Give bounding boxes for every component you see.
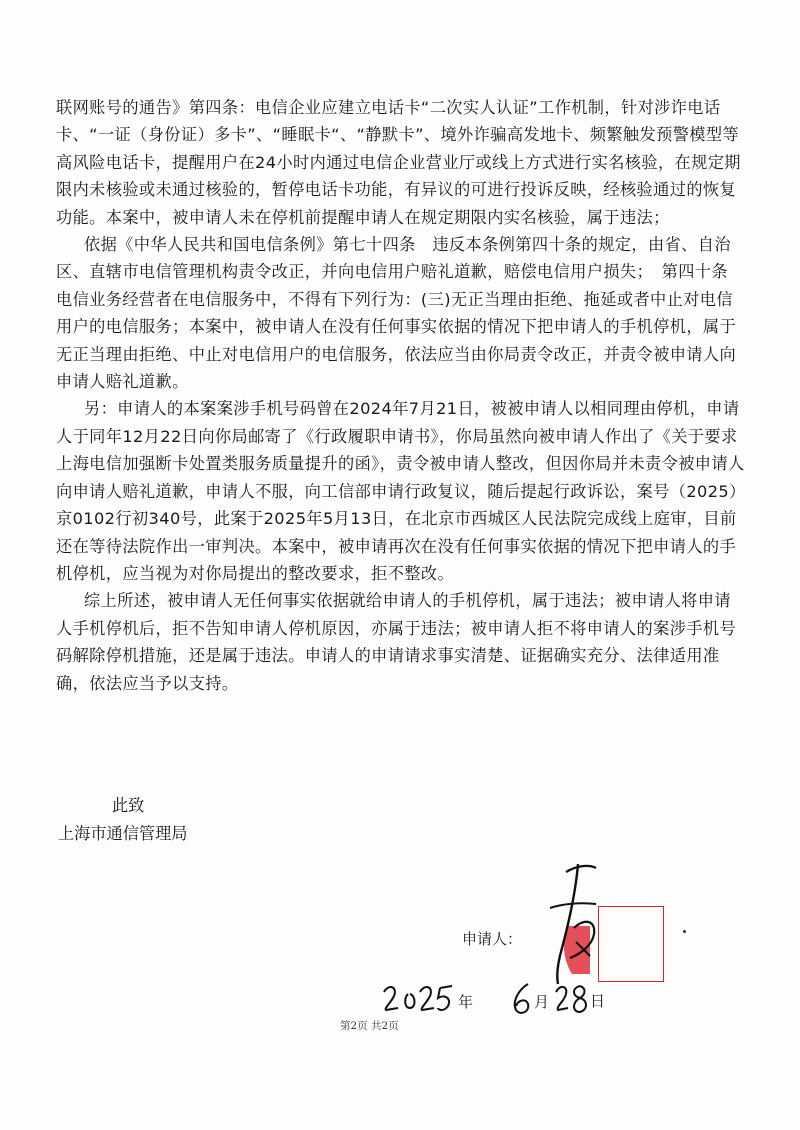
recipient-name: 上海市通信管理局: [58, 824, 188, 843]
redaction-box: [598, 906, 664, 982]
document-body: [56, 94, 746, 697]
date-year-label: 年: [458, 993, 474, 1011]
page-number: 第2页 共2页: [340, 1020, 399, 1032]
handwritten-year: [380, 980, 460, 1016]
handwritten-day: [552, 980, 592, 1018]
paragraph-2: 依据《中华人民共和国电信条例》第七十四条 违反本条例第四十条的规定，由省、自治区、直辖市电信管理机构责令改正，并向电信用户赔礼道歉，赔偿电信用户损失； 第四十条 电信业务经营者在电信服务中，不得有下列行为：(三)无正当理由拒绝、拖延或者中止对电信用户的电信服务；本案中，被申请人在没有任何事实依据的情况下把申请人的手机停机，属于无正当理由拒绝、中止对电信用户的电信服务，依法应当由你局责令改正，并责令被申请人向申请人赔礼道歉。: [56, 235, 745, 392]
paragraph-3: 另：申请人的本案案涉手机号码曾在2024年7月21日，被被申请人以相同理由停机，申请人于同年12月22日向你局邮寄了《行政履职申请书》，你局虽然向被申请人作出了《关于要求上海电信加强断卡处置类服务质量提升的函》，责令被申请人整改，但因你局并未责令被申请人向申请人赔礼道歉，申请人不服，向工信部申请行政复议，随后提起行政诉讼，案号（2025）京0102行初340号，此案于2025年5月13日，在北京市西城区人民法院完成线上庭审，目前还在等待法院作出一审判决。本案中，被申请再次在没有任何事实依据的情况下把申请人的手机停机，应当视为对你局提出的整改要求，拒不整改。: [56, 399, 746, 583]
date-day-label: 日: [590, 992, 606, 1010]
paragraph-4: 综上所述，被申请人无任何事实依据就给申请人的手机停机，属于违法；被申请人将申请人手机停机后，拒不告知申请人停机原因，亦属于违法；被申请人拒不将申请人的案涉手机号码解除停机措施，还是属于违法。申请人的申请请求事实清楚、证据确实充分、法律适用准确，依法应当予以支持。: [56, 591, 737, 693]
date-month-label: 月: [534, 993, 550, 1011]
paragraph-1: 联网账号的通告》第四条：电信企业应建立电话卡“二次实人认证”工作机制，针对涉诈电话卡、“一证（身份证）多卡”、“睡眠卡“、“静默卡”、境外诈骗高发地卡、频繁触发预警模型等高风险电话卡，提醒用户在24小时内通过电信企业营业厅或线上方式进行实名核验，在规定期限内未核验或未通过核验的，暂停电话卡功能，有异议的可进行投诉反映，经核验通过的恢复功能。本案中，被申请人未在停机前提醒申请人在规定期限内实名核验，属于违法；: [56, 98, 741, 227]
applicant-label: 申请人：: [462, 930, 523, 948]
stray-mark: [683, 930, 686, 933]
closing-salutation: 此致: [112, 796, 145, 815]
